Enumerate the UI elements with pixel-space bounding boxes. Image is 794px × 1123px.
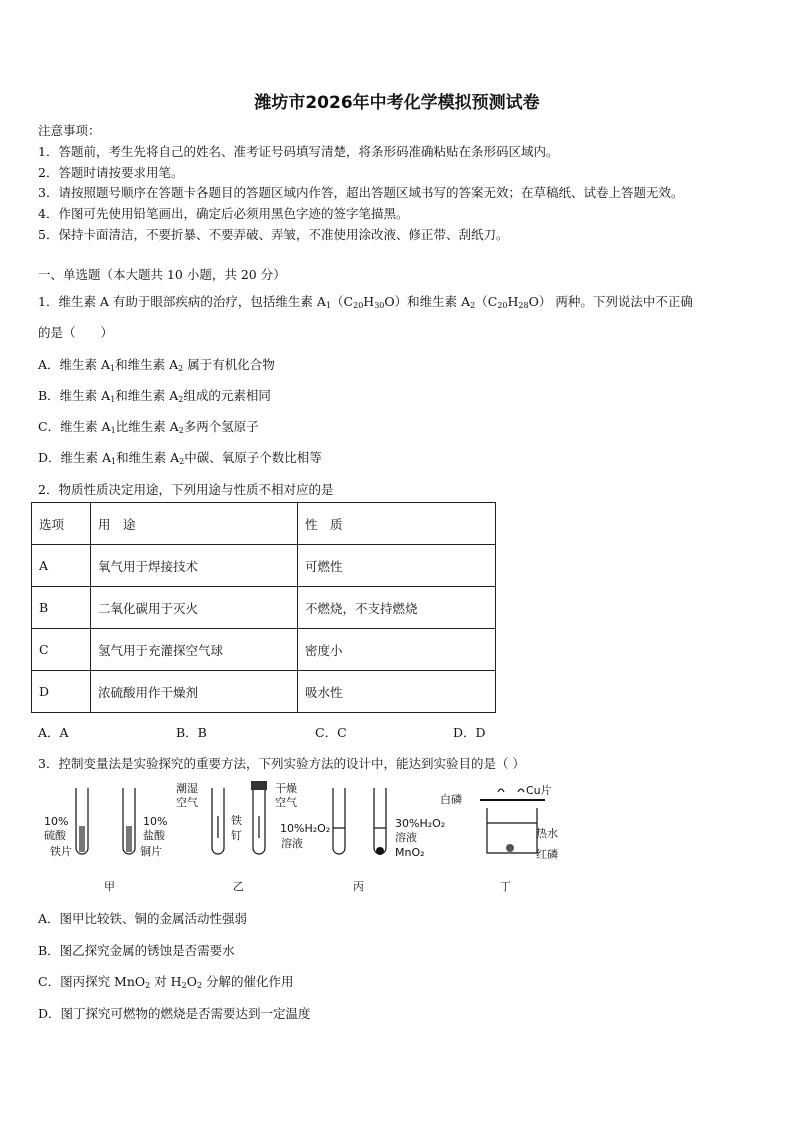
figure-label: 10% bbox=[143, 815, 168, 828]
q3-experiment-figure bbox=[40, 778, 600, 898]
figure-label: 30%H₂O₂ bbox=[395, 817, 446, 830]
table-cell: A bbox=[32, 545, 91, 587]
q2-answer-c: C．C bbox=[315, 725, 347, 740]
stopper bbox=[251, 781, 267, 790]
q2-answer-b: B．B bbox=[176, 725, 207, 740]
figure-label: 铜片 bbox=[140, 845, 162, 858]
table-header-cell: 选项 bbox=[32, 503, 91, 545]
figure-label: 空气 bbox=[176, 796, 198, 809]
q3-option-a: A．图甲比较铁、铜的金属活动性强弱 bbox=[38, 911, 248, 926]
q1-option-b: B．维生素 $A_1$和维生素 $A_2$组成的元素相同 bbox=[38, 388, 271, 404]
q1-option-c: C．维生素 $A_1$比维生素 $A_2$多两个氢原子 bbox=[38, 419, 259, 435]
figure-label: 干燥 bbox=[275, 782, 297, 795]
figure-label: MnO₂ bbox=[395, 846, 425, 859]
figure-label: 10%H₂O₂ bbox=[280, 822, 331, 835]
page-title: 潍坊市2026年中考化学模拟预测试卷 bbox=[254, 93, 540, 113]
figure-caption: 丁 bbox=[500, 880, 511, 893]
table-row bbox=[32, 629, 496, 671]
table-cell: D bbox=[32, 671, 91, 713]
figure-label: 铁 bbox=[231, 814, 242, 827]
copper-sheet bbox=[126, 826, 132, 852]
mno2-powder bbox=[376, 847, 384, 855]
q3-option-b: B．图乙探究金属的锈蚀是否需要水 bbox=[38, 943, 235, 958]
q1-option-a: A．维生素 $A_1$和维生素 $A_2$ 属于有机化合物 bbox=[38, 357, 275, 373]
section-heading: 一、单选题（本大题共 10 小题，共 20 分） bbox=[38, 267, 286, 282]
figure-label: 铁片 bbox=[50, 845, 72, 858]
figure-label: 热水 bbox=[536, 827, 558, 840]
table-cell: 可燃性 bbox=[298, 545, 496, 587]
red-phosphorus bbox=[506, 844, 514, 852]
table-row bbox=[32, 545, 496, 587]
table-cell: B bbox=[32, 587, 91, 629]
q2-table bbox=[31, 502, 496, 713]
test-tube bbox=[333, 788, 345, 854]
table-cell: 浓硫酸用作干燥剂 bbox=[91, 671, 298, 713]
notice-item: 4．作图可先使用铅笔画出，确定后必须用黑色字迹的签字笔描黑。 bbox=[38, 206, 409, 221]
figure-label: 硫酸 bbox=[44, 829, 66, 842]
figure-label: 白磷 bbox=[440, 793, 462, 806]
q3-stem: 3．控制变量法是实验探究的重要方法，下列实验方法的设计中，能达到实验目的是（ ） bbox=[38, 756, 525, 771]
q1-option-d: D．维生素 $A_1$和维生素 $A_2$中碳、氧原子个数比相等 bbox=[38, 450, 322, 466]
q2-stem: 2．物质性质决定用途，下列用途与性质不相对应的是 bbox=[38, 482, 334, 497]
table-header-cell: 用 途 bbox=[91, 503, 298, 545]
figure-label: 溶液 bbox=[395, 831, 417, 844]
q2-answer-d: D．D bbox=[453, 725, 486, 740]
test-tube bbox=[374, 788, 386, 854]
table-cell: 不燃烧，不支持燃烧 bbox=[298, 587, 496, 629]
q1-stem-cont: 的是（ ） bbox=[38, 325, 114, 340]
table-cell: 吸水性 bbox=[298, 671, 496, 713]
table-row bbox=[32, 671, 496, 713]
table-cell: C bbox=[32, 629, 91, 671]
figure-caption: 甲 bbox=[104, 880, 115, 893]
notice-item: 5．保持卡面清洁，不要折暴、不要弄破、弄皱，不准使用涂改液、修正带、刮纸刀。 bbox=[38, 227, 509, 242]
figure-label: 10% bbox=[44, 815, 69, 828]
figure-label: 红磷 bbox=[536, 848, 558, 861]
table-cell: 二氧化碳用于灭火 bbox=[91, 587, 298, 629]
table-cell: 密度小 bbox=[298, 629, 496, 671]
q1-stem: 1．维生素 A 有助于眼部疾病的治疗，包括维生素 $A_1(C_{20}H_{30}O)$和维生素 $A_2(C_{20}H_{28}O)$ 两种。下列说法中不正确 bbox=[38, 294, 693, 310]
figure-caption: 乙 bbox=[233, 880, 244, 893]
figure-label: 盐酸 bbox=[143, 829, 165, 842]
table-row bbox=[32, 587, 496, 629]
notice-item: 2．答题时请按要求用笔。 bbox=[38, 165, 184, 180]
table-cell: 氢气用于充灌探空气球 bbox=[91, 629, 298, 671]
notice-item: 3．请按照题号顺序在答题卡各题目的答题区域内作答，超出答题区域书写的答案无效；在草稿纸、试卷上答题无效。 bbox=[38, 185, 684, 200]
table-header-row bbox=[32, 503, 496, 545]
smoke bbox=[498, 789, 524, 792]
figure-label: 钉 bbox=[231, 829, 242, 842]
q3-option-d: D．图丁探究可燃物的燃烧是否需要达到一定温度 bbox=[38, 1006, 311, 1021]
notice-item: 1．答题前，考生先将自己的姓名、准考证号码填写清楚，将条形码准确粘贴在条形码区域内。 bbox=[38, 144, 559, 159]
figure-label: 空气 bbox=[275, 796, 297, 809]
table-cell: 氧气用于焊接技术 bbox=[91, 545, 298, 587]
q2-answer-a: A．A bbox=[38, 725, 69, 740]
figure-label: 溶液 bbox=[281, 837, 303, 850]
figure-label: Cu片 bbox=[526, 784, 552, 797]
notice-heading: 注意事项： bbox=[38, 123, 101, 138]
figure-label: 潮湿 bbox=[176, 782, 198, 795]
figure-caption: 丙 bbox=[353, 880, 364, 893]
q3-option-c: C．图丙探究 MnO$_2$ 对 $H_2O_2$ 分解的催化作用 bbox=[38, 974, 294, 990]
table-header-cell: 性 质 bbox=[298, 503, 496, 545]
iron-sheet bbox=[79, 826, 85, 852]
